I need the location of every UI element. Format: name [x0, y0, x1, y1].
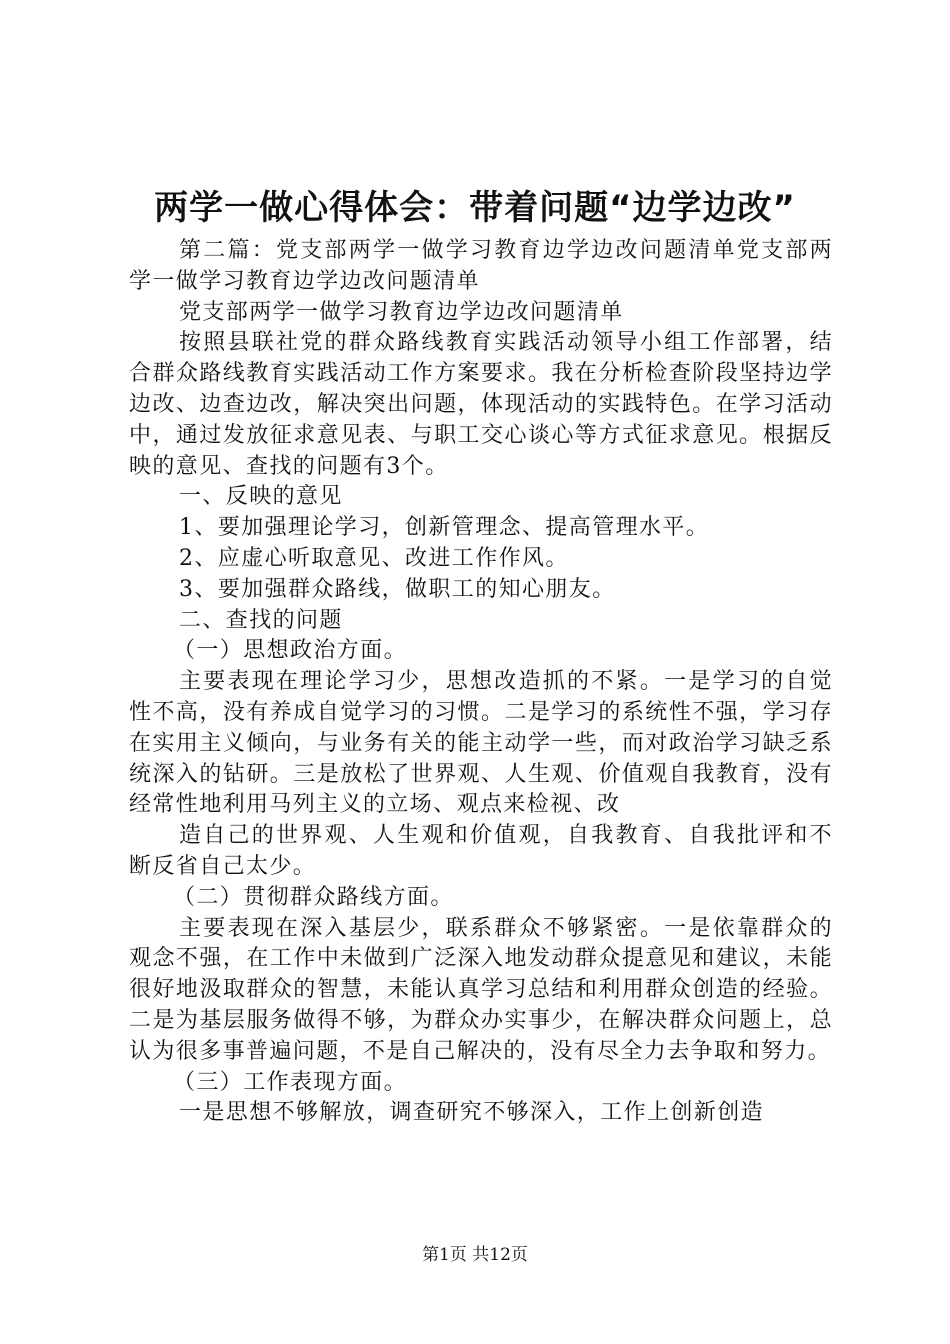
document-title: 两学一做心得体会：带着问题“边学边改”: [154, 188, 796, 228]
paragraph: 一是思想不够解放，调查研究不够深入，工作上创新创造: [179, 1100, 765, 1126]
paragraph: 主要表现在理论学习少，思想改造抓的不紧。一是学习的自觉性不高，没有养成自觉学习的习惯。二是学习的系统性不强，学习存在实用主义倾向，与业务有关的能主动学一些，而对政治学习缺乏系统深入的钻研。三是放松了世界观、人生观、价值观自我教育，没有经常性地利用马列主义的立场、观点来检视、改: [129, 669, 833, 818]
paragraph-background: 按照县联社党的群众路线教育实践活动领导小组工作部署，结合群众路线教育实践活动工作方案要求。我在分析检查阶段坚持边学边改、边查边改，解决突出问题，体现活动的实践特色。在学习活动中，通过发放征求意见表、与职工交心谈心等方式征求意见。根据反映的意见、查找的问题有3个。: [129, 330, 833, 479]
subsection-heading: （三）工作表现方面。: [173, 1069, 408, 1095]
document-body: [129, 236, 833, 1129]
subsection-heading: （二）贯彻群众路线方面。: [173, 884, 454, 910]
paragraph-heading: 党支部两学一做学习教育边学边改问题清单: [179, 299, 624, 325]
list-item: 3、要加强群众路线，做职工的知心朋友。: [179, 576, 616, 602]
page-number: 第1页 共12页: [422, 1245, 528, 1265]
list-item: 2、应虚心听取意见、改进工作作风。: [179, 545, 569, 571]
list-item: 1、要加强理论学习，创新管理念、提高管理水平。: [179, 515, 710, 541]
subsection-heading: （一）思想政治方面。: [173, 638, 408, 664]
section-heading-feedback: 一、反映的意见: [179, 484, 343, 510]
paragraph: 造自己的世界观、人生观和价值观，自我教育、自我批评和不断反省自己太少。: [129, 823, 833, 879]
section-heading-problems: 二、查找的问题: [179, 607, 343, 633]
paragraph: 主要表现在深入基层少，联系群众不够紧密。一是依靠群众的观念不强，在工作中未做到广泛深入地发动群众提意见和建议，未能很好地汲取群众的智慧，未能认真学习总结和利用群众创造的经验。二是为基层服务做得不够，为群众办实事少，在解决群众问题上，总认为很多事普遍问题，不是自己解决的，没有尽全力去争取和努力。: [129, 915, 833, 1064]
paragraph-intro: 第二篇：党支部两学一做学习教育边学边改问题清单党支部两学一做学习教育边学边改问题清单: [129, 238, 833, 294]
